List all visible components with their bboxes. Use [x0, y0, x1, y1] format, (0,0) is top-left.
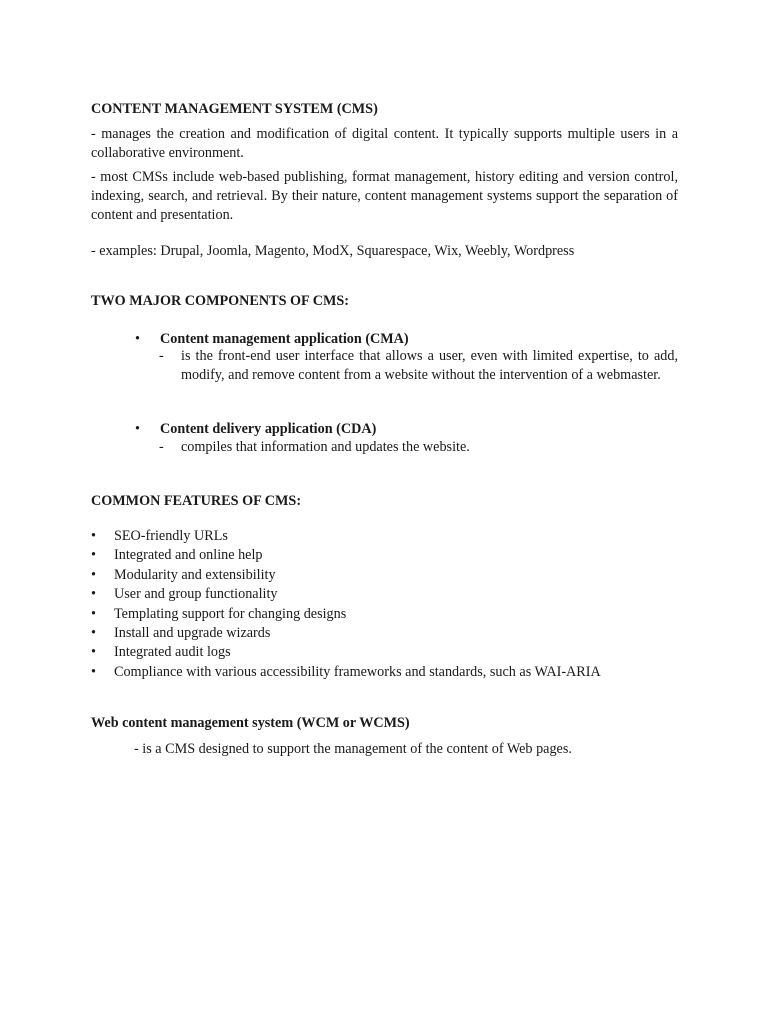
components-heading: TWO MAJOR COMPONENTS OF CMS: [91, 293, 349, 309]
bullet-icon: • [91, 547, 96, 564]
list-item [91, 663, 691, 682]
component-cda-description [159, 438, 678, 457]
feature-text: Install and upgrade wizards [114, 624, 271, 641]
list-item [91, 643, 691, 662]
component-description-text: is the front-end user interface that allows a user, even with limited expertise, to add, modify, and remove content from a website without the intervention of a webmaster. [181, 348, 678, 383]
features-list [91, 527, 691, 682]
feature-text: Compliance with various accessibility frameworks and standards, such as WAI-ARIA [114, 663, 601, 680]
component-cma-description [159, 347, 678, 384]
bullet-icon: • [91, 566, 96, 583]
component-description-text: compiles that information and updates the website. [181, 439, 470, 455]
dash-icon: - [159, 439, 164, 455]
list-item [91, 546, 691, 565]
list-item [91, 605, 691, 624]
list-item [91, 566, 691, 585]
bullet-icon: • [91, 644, 96, 661]
bullet-icon: • [91, 624, 96, 641]
bullet-icon: • [91, 528, 96, 544]
feature-text: Templating support for changing designs [114, 605, 347, 622]
component-title-label: Content delivery application (CDA) [160, 421, 377, 437]
bullet-icon: • [91, 605, 96, 622]
feature-text: Integrated and online help [114, 547, 263, 564]
feature-text: Modularity and extensibility [114, 566, 276, 583]
feature-text: SEO-friendly URLs [114, 528, 228, 544]
component-title-label: Content management application (CMA) [160, 331, 409, 347]
bullet-icon: • [135, 331, 140, 347]
bullet-icon: • [91, 586, 96, 603]
intro-paragraph-features: - most CMSs include web-based publishing, format management, history editing and version control, indexing, search, and retrieval. By their nature, content management systems support the separation of content and presentation. [91, 169, 678, 223]
intro-paragraph-definition: - manages the creation and modification of digital content. It typically supports multiple users in a collaborative environment. [91, 126, 678, 161]
wcm-heading: Web content management system (WCM or WCMS) [91, 715, 410, 731]
bullet-icon: • [135, 421, 140, 437]
list-item [91, 624, 691, 643]
features-heading: COMMON FEATURES OF CMS: [91, 493, 302, 509]
feature-text: User and group functionality [114, 586, 278, 603]
bullet-icon: • [91, 663, 96, 680]
intro-paragraph-examples: - examples: Drupal, Joomla, Magento, ModX, Squarespace, Wix, Weebly, Wordpress [91, 243, 575, 259]
list-item [91, 585, 691, 604]
dash-icon: - [159, 348, 164, 364]
feature-text: Integrated audit logs [114, 644, 231, 661]
wcm-description: - is a CMS designed to support the management of the content of Web pages. [134, 741, 572, 757]
document-title: CONTENT MANAGEMENT SYSTEM (CMS) [91, 101, 378, 117]
list-item [91, 527, 691, 546]
